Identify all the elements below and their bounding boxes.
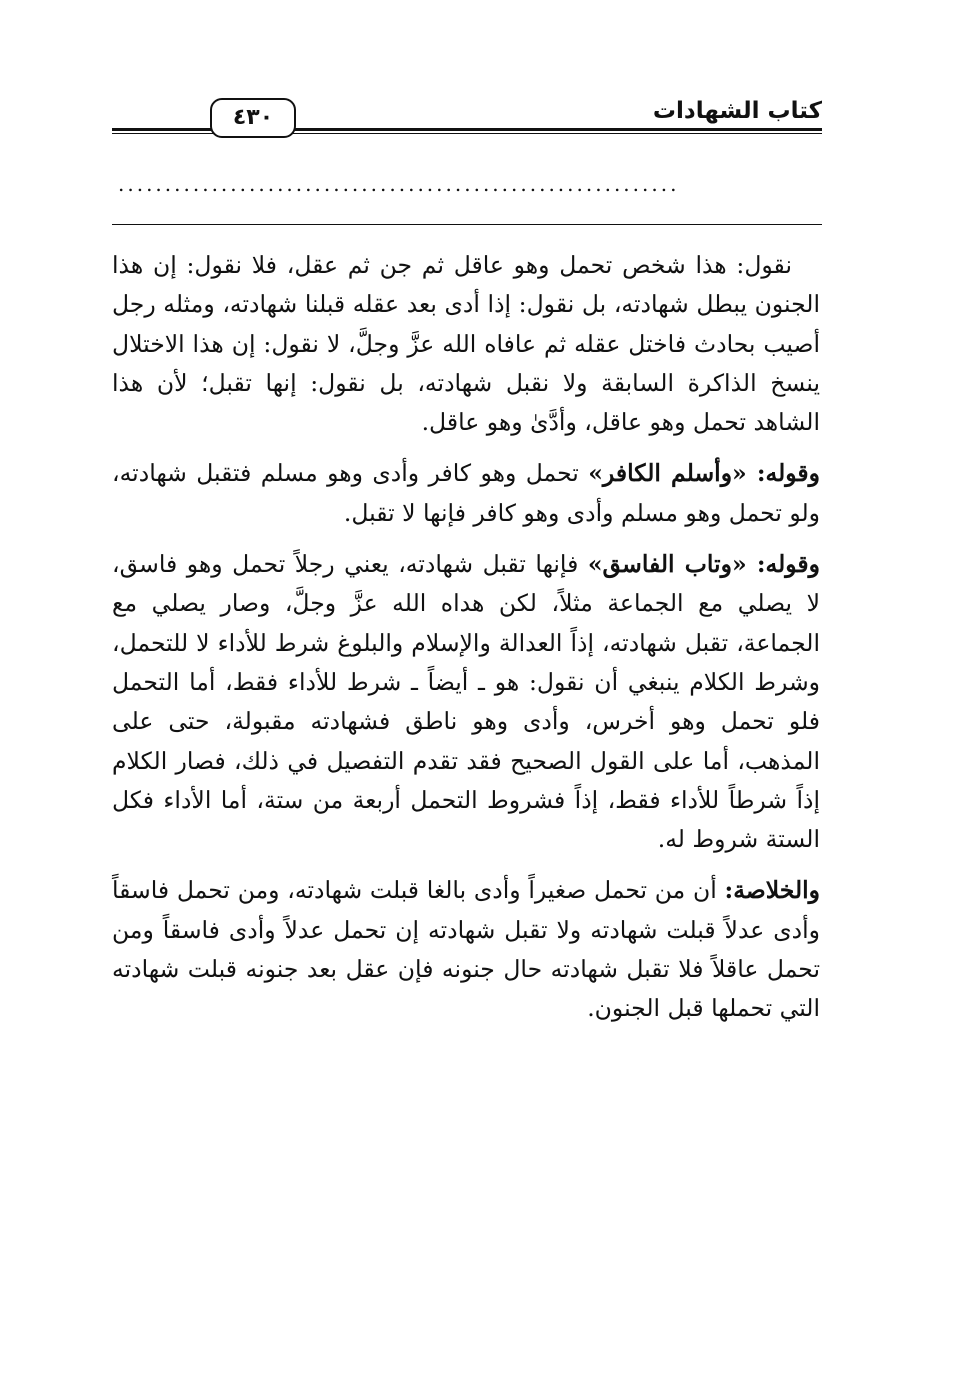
chapter-title: كتاب الشهادات (652, 98, 822, 124)
paragraph (112, 246, 820, 442)
paragraph-text: تحمل وهو كافر وأدى وهو مسلم فتقبل شهادته، ولو تحمل وهو مسلم وأدى وهو كافر فإنها لا تقبل. (112, 459, 820, 527)
paragraph (112, 454, 820, 533)
paragraph-text: أن من تحمل صغيراً وأدى بالغا قبلت شهادته، ومن تحمل فاسقاً وأدى عدلاً قبلت شهادته ولا تقبل شهادته إن تحمل عدلاً وأدى فاسقاً ومن تحمل عاقلاً فلا تقبل شهادته حال جنونه فإن عقل بعد جنونه قبلت شهادته التي تحملها قبل الجنون. (112, 876, 820, 1023)
paragraph-text: نقول: هذا شخص تحمل وهو عاقل ثم جن ثم عقل، فلا نقول: إن هذا الجنون يبطل شهادته، بل نقول: إذا أدى بعد عقله قبلنا شهادته، ومثله رجل أصيب بحادث فاختل عقله ثم عافاه الله عزَّ وجلَّ، لا نقول: إن هذا الاختلال ينسخ الذاكرة السابقة ولا نقبل شهادته، بل نقول: إنها تقبل؛ لأن هذا الشاهد تحمل وهو عاقل، وأدَّىٰ وهو عاقل. (112, 251, 820, 437)
paragraph-lead: والخلاصة: (724, 876, 820, 905)
paragraph (112, 871, 820, 1028)
separator-rule (112, 224, 822, 225)
page-number: ٤٣٠ (210, 98, 296, 138)
dotted-separator: ............................................................ (118, 172, 680, 196)
paragraph-lead: وقوله: «وأسلم الكافر» (588, 459, 820, 488)
paragraph (112, 545, 820, 859)
body-text (112, 246, 820, 1041)
paragraph-lead: وقوله: «وتاب الفاسق» (587, 550, 821, 579)
paragraph-text: فإنها تقبل شهادته، يعني رجلاً تحمل وهو فاسق، لا يصلي مع الجماعة مثلاً، لكن هداه الله عزَّ وجلَّ، وصار يصلي مع الجماعة، تقبل شهادته، إذاً العدالة والإسلام والبلوغ شرط للأداء لا للتحمل، وشرط الكلام ينبغي أن نقول: هو ـ أيضاً ـ شرط للأداء فقط، أما التحمل فلو تحمل وهو أخرس، وأدى وهو ناطق فشهادته مقبولة، حتى على المذهب، أما على القول الصحيح فقد تقدم التفصيل في ذلك، فصار الكلام إذاً شرطاً للأداء فقط، إذاً فشروط التحمل أربعة من ستة، أما الأداء فكل الستة شروط له. (112, 550, 820, 854)
page-header (112, 92, 822, 140)
